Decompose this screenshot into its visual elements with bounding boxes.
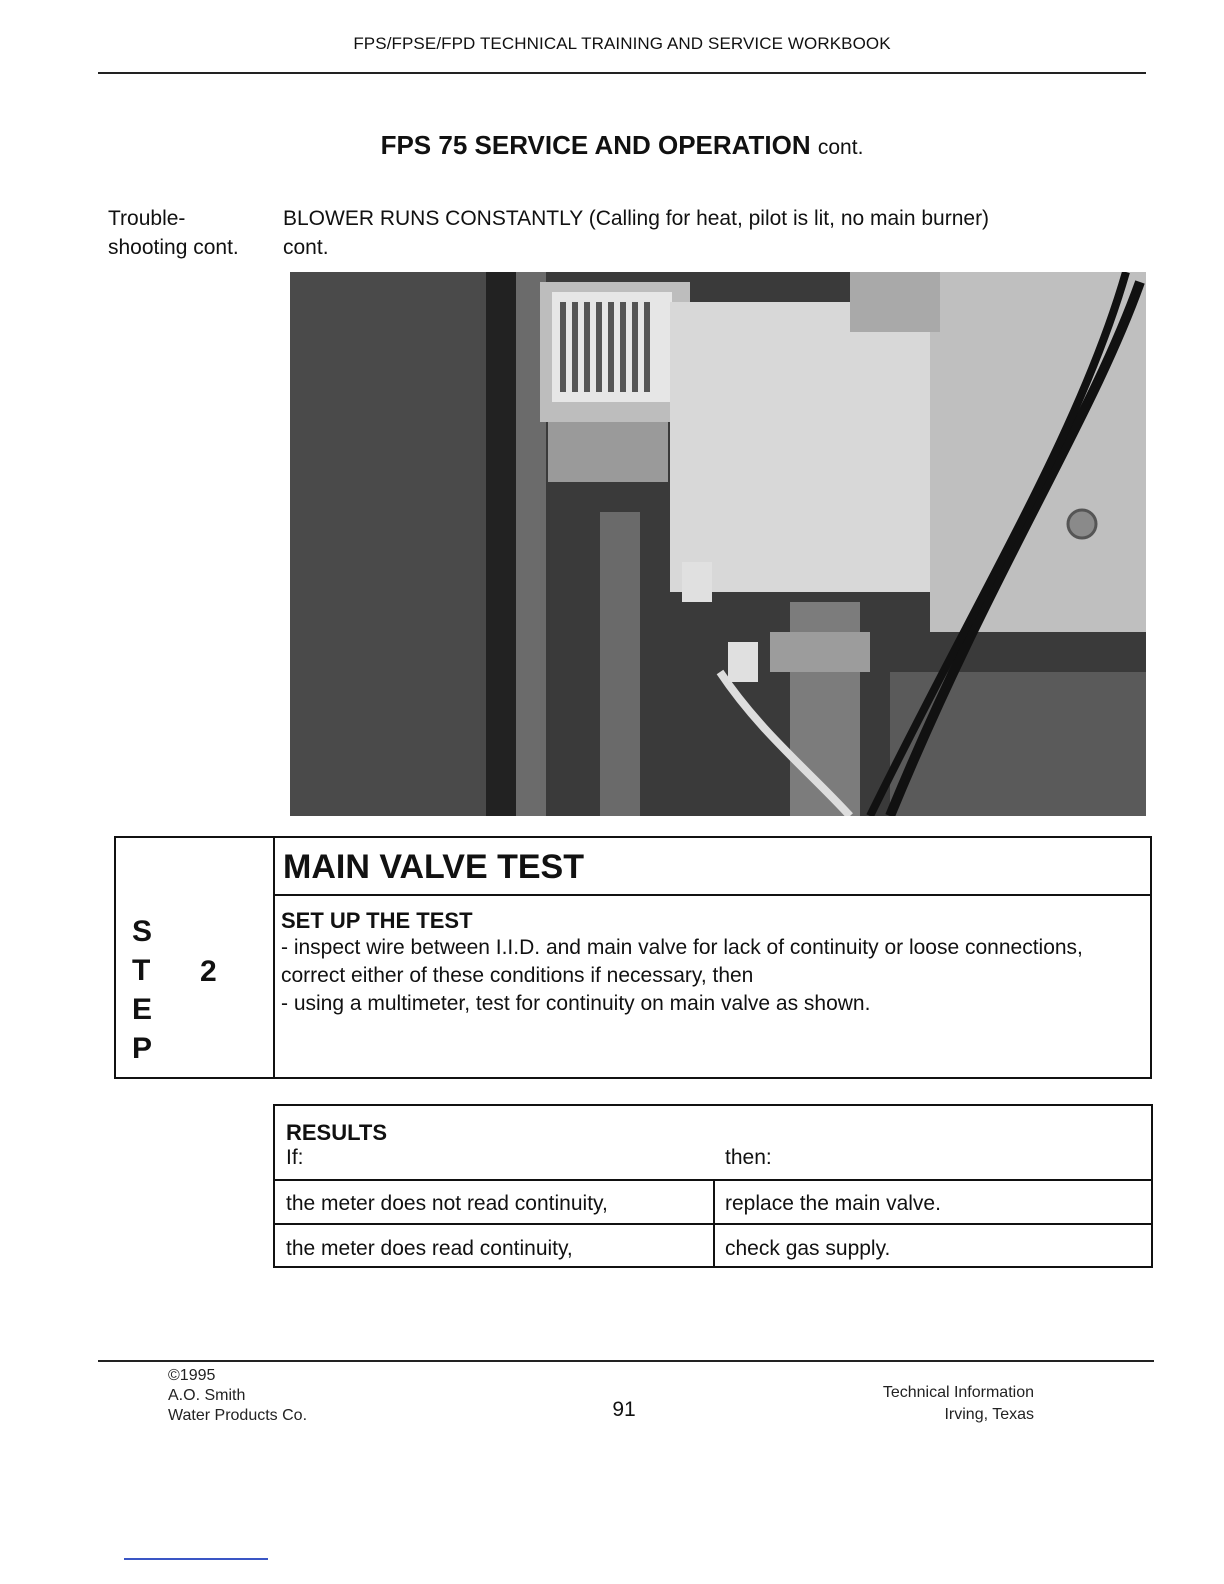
step-letter: T	[132, 954, 151, 987]
step-letter: E	[132, 993, 153, 1026]
side-label	[108, 204, 239, 262]
then-column-header: then:	[725, 1146, 772, 1169]
results-cell-if: the meter does read continuity,	[286, 1237, 573, 1260]
footer-rule	[98, 1360, 1154, 1362]
section-title	[0, 130, 1224, 161]
topic-line1: BLOWER RUNS CONSTANTLY (Calling for heat, pilot is lit, no main burner)	[283, 207, 990, 230]
section-title-text: FPS 75 SERVICE AND OPERATION	[380, 130, 811, 160]
gas-valve-photo	[290, 272, 1146, 816]
footer-company: A.O. Smith	[168, 1387, 246, 1404]
results-cell-then: replace the main valve.	[725, 1192, 941, 1215]
footer-location: Irving, Texas	[944, 1406, 1034, 1423]
instruction-item: - using a multimeter, test for continuity on main valve as shown.	[281, 992, 871, 1015]
results-cell-if: the meter does not read continuity,	[286, 1192, 608, 1215]
step-divider	[273, 836, 275, 1079]
photo-illustration	[290, 272, 1146, 816]
running-header: FPS/FPSE/FPD TECHNICAL TRAINING AND SERVICE WORKBOOK	[353, 34, 891, 53]
results-heading: RESULTS	[286, 1120, 388, 1145]
results-cell-then: check gas supply.	[725, 1237, 891, 1260]
topic-heading	[283, 204, 989, 262]
footer-dept: Technical Information	[882, 1384, 1034, 1401]
page-number: 91	[612, 1398, 636, 1421]
side-label-line1: Trouble-	[108, 207, 186, 230]
instruction-item: - inspect wire between I.I.D. and main valve for lack of continuity or loose connections, correct either of these conditions if necessary, then	[281, 936, 1083, 987]
if-column-header: If:	[286, 1146, 304, 1169]
step-title-rule	[273, 894, 1152, 896]
footer-department	[830, 1382, 1034, 1426]
scan-artifact-line	[124, 1558, 268, 1560]
test-title: MAIN VALVE TEST	[283, 848, 584, 886]
setup-heading: SET UP THE TEST	[281, 908, 473, 933]
footer-copyright: ©1995	[168, 1367, 216, 1384]
footer-division: Water Products Co.	[168, 1407, 308, 1424]
step-number: 2	[200, 955, 217, 988]
topic-line2: cont.	[283, 236, 329, 259]
header-rule	[98, 72, 1146, 74]
setup-instructions	[281, 934, 1141, 1018]
results-column-rule	[713, 1179, 715, 1268]
step-label	[132, 912, 152, 1068]
step-letter: S	[132, 915, 153, 948]
section-title-suffix: cont.	[817, 136, 864, 159]
step-letter: P	[132, 1032, 153, 1065]
footer-publisher	[168, 1366, 307, 1426]
side-label-line2: shooting cont.	[108, 236, 239, 259]
